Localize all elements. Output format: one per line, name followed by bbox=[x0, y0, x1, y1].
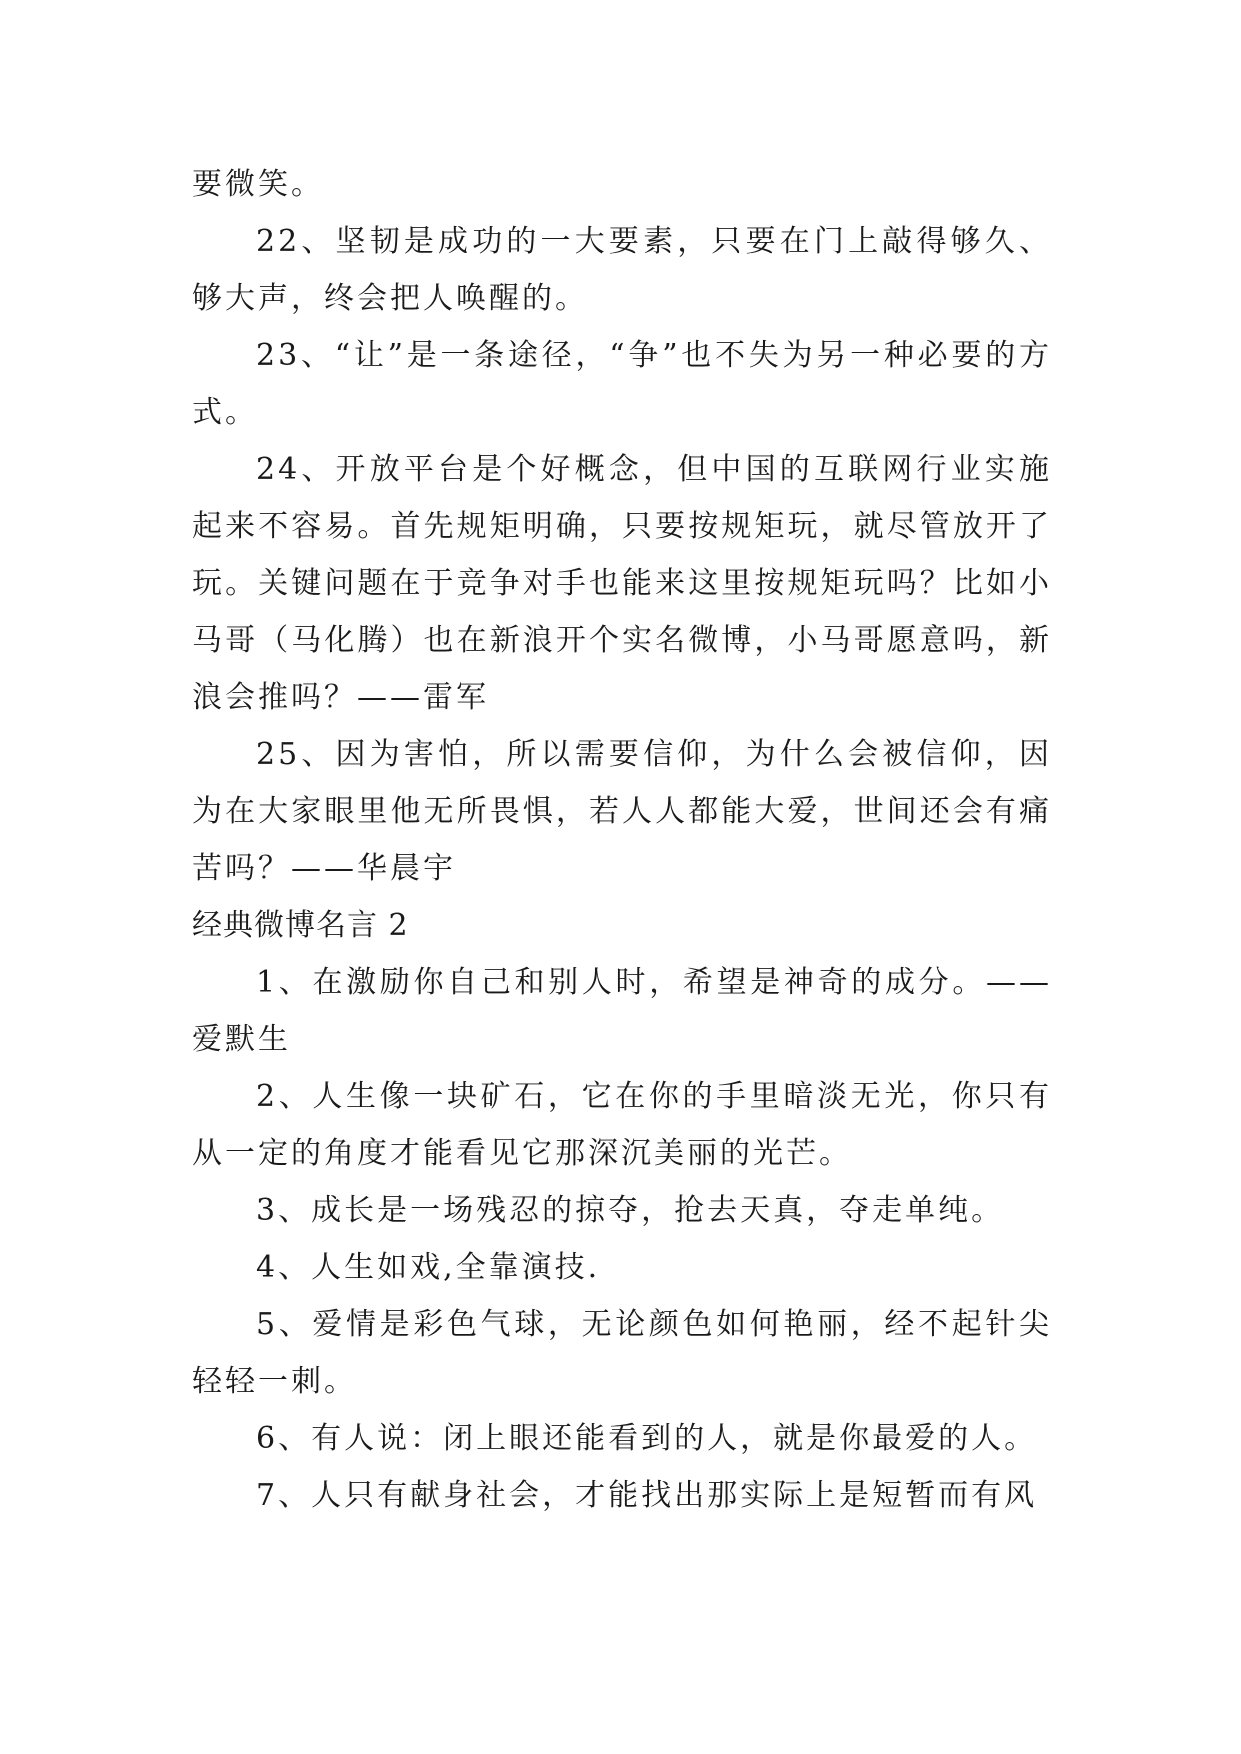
quote-25: 25、因为害怕，所以需要信仰，为什么会被信仰，因为在大家眼里他无所畏惧，若人人都能大爱，世间还会有痛苦吗？——华晨宇 bbox=[192, 737, 1052, 886]
paragraph-continuation: 要微笑。 bbox=[192, 167, 324, 202]
quote-23: 23、“让”是一条途径，“争”也不失为另一种必要的方式。 bbox=[192, 338, 1052, 430]
quote-7: 7、人只有献身社会，才能找出那实际上是短暂而有风 bbox=[256, 1478, 1038, 1513]
quote-6: 6、有人说：闭上眼还能看到的人，就是你最爱的人。 bbox=[256, 1421, 1038, 1456]
section-heading: 经典微博名言 2 bbox=[192, 908, 409, 943]
quote-4: 4、人生如戏,全靠演技. bbox=[256, 1250, 601, 1285]
quote-22: 22、坚韧是成功的一大要素，只要在门上敲得够久、够大声，终会把人唤醒的。 bbox=[192, 224, 1052, 316]
quote-24: 24、开放平台是个好概念，但中国的互联网行业实施起来不容易。首先规矩明确，只要按规矩玩，就尽管放开了玩。关键问题在于竞争对手也能来这里按规矩玩吗？比如小马哥（马化腾）也在新浪开个实名微博，小马哥愿意吗，新浪会推吗？——雷军 bbox=[192, 452, 1052, 715]
quote-3: 3、成长是一场残忍的掠夺，抢去天真，夺走单纯。 bbox=[256, 1193, 1005, 1228]
document-body bbox=[192, 156, 1052, 1524]
quote-5: 5、爱情是彩色气球，无论颜色如何艳丽，经不起针尖轻轻一刺。 bbox=[192, 1307, 1052, 1399]
quote-2: 2、人生像一块矿石，它在你的手里暗淡无光，你只有从一定的角度才能看见它那深沉美丽的光芒。 bbox=[192, 1079, 1052, 1171]
quote-1: 1、在激励你自己和别人时，希望是神奇的成分。——爱默生 bbox=[192, 965, 1052, 1057]
